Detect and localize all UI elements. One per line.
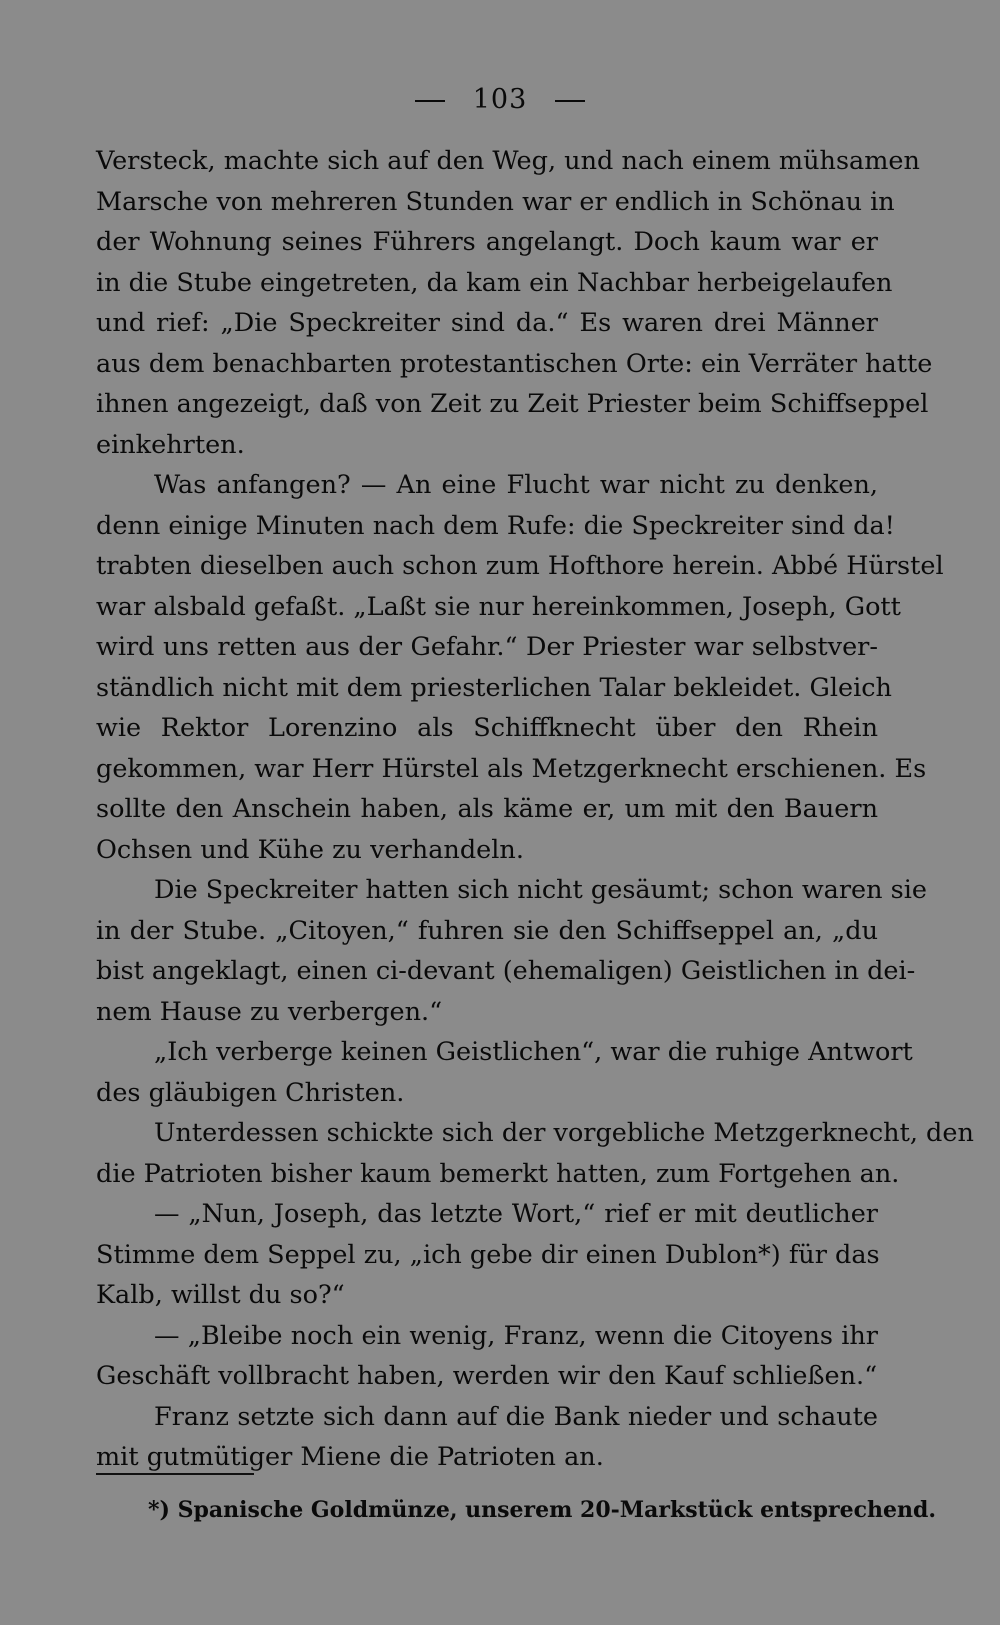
text-line: trabten dieselben auch schon zum Hofthore herein. Abbé Hürstel [96,551,944,581]
text-line: die Patrioten bisher kaum bemerkt hatten, zum Fortgehen an. [96,1158,900,1189]
text-line: aus dem benachbarten protestantischen Orte: ein Verräter hatte [96,348,933,379]
page-number: 103 [472,84,528,115]
text-line: Die Speckreiter hatten sich nicht gesäumt; schon waren sie [154,875,928,905]
text-line: sollte den Anschein haben, als käme er, um mit den Bauern [96,794,878,824]
text-line: in die Stube eingetreten, da kam ein Nachbar herbeigelaufen [96,267,893,298]
paragraph [96,141,933,465]
text-line: Kalb, willst du so?“ [96,1280,345,1310]
text-line: ständlich nicht mit dem priesterlichen Talar bekleidet. Gleich [96,672,892,703]
text-line: Unterdessen schickte sich der vorgebliche Metzgerknecht, den [154,1118,974,1148]
body-text [96,141,974,1478]
text-line: Marsche von mehreren Stunden war er endlich in Schönau in [96,186,895,217]
text-line: gekommen, war Herr Hürstel als Metzgerknecht erschienen. Es [96,753,927,784]
text-line: Was anfangen? — An eine Flucht war nicht zu denken, [154,470,878,500]
text-line: — „Nun, Joseph, das letzte Wort,“ rief er mit deutlicher [154,1199,878,1229]
text-line: „Ich verberge keinen Geistlichen“, war die ruhige Antwort [154,1037,913,1067]
text-line: in der Stube. „Citoyen,“ fuhren sie den Schiffseppel an, „du [96,915,878,946]
text-line: nem Hause zu verbergen.“ [96,996,443,1027]
paragraph [96,870,928,1032]
paragraph [96,465,944,870]
text-line: der Wohnung seines Führers angelangt. Doch kaum war er [96,227,878,257]
text-line: wie Rektor Lorenzino als Schiffknecht über den Rhein [96,713,878,743]
text-line: des gläubigen Christen. [96,1077,405,1108]
text-line: denn einige Minuten nach dem Rufe: die Speckreiter sind da! [96,510,895,541]
header-dash-right [555,100,585,102]
text-line: Stimme dem Seppel zu, „ich gebe dir einen Dublon*) für das [96,1239,880,1270]
text-line: Versteck, machte sich auf den Weg, und nach einem mühsamen [96,146,920,176]
text-line: und rief: „Die Speckreiter sind da.“ Es waren drei Männer [96,308,878,338]
text-line: war alsbald gefaßt. „Laßt sie nur hereinkommen, Joseph, Gott [96,591,901,622]
text-line: wird uns retten aus der Gefahr.“ Der Priester war selbstver- [96,632,878,662]
page-header [0,84,1000,115]
paragraph [96,1032,913,1113]
paragraph [96,1113,974,1194]
text-line: — „Bleibe noch ein wenig, Franz, wenn die Citoyens ihr [154,1320,878,1351]
text-line: bist angeklagt, einen ci-devant (ehemaligen) Geistlichen in dei- [96,956,916,986]
text-line: Franz setzte sich dann auf die Bank nieder und schaute [154,1401,878,1432]
text-line: mit gutmütiger Miene die Patrioten an. [96,1442,604,1472]
text-line: ihnen angezeigt, daß von Zeit zu Zeit Priester beim Schiffseppel [96,389,929,419]
text-line: einkehrten. [96,429,245,460]
header-dash-left [415,100,445,102]
paragraph [96,1194,878,1316]
footnote: *) Spanische Goldmünze, unserem 20-Markstück entsprechend. [148,1497,937,1523]
footnote-rule [96,1473,254,1475]
paragraph [96,1397,878,1478]
text-line: Geschäft vollbracht haben, werden wir den Kauf schließen.“ [96,1361,878,1391]
text-line: Ochsen und Kühe zu verhandeln. [96,834,524,865]
paragraph [96,1316,878,1397]
